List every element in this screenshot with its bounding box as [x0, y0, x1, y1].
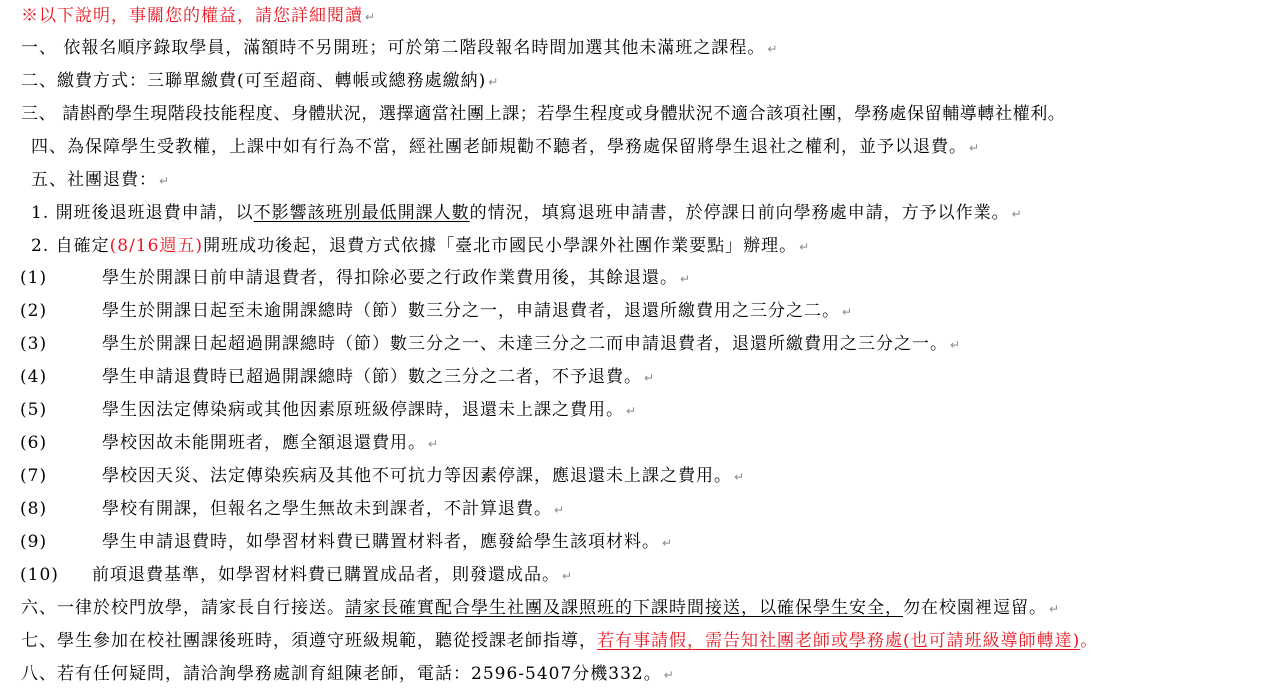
refund-rule-2: (2) 學生於開課日起至未逾開課總時（節）數三分之一，申請退費者，退還所繳費用之三分之二。 ↵: [20, 301, 854, 321]
paragraph-mark-icon: ↵: [969, 141, 981, 155]
item-6: 六、一律於校門放學，請家長自行接送。請家長確實配合學生社團及課照班的下課時間接送，以確保學生安全，勿在校園裡逗留。 ↵: [21, 598, 1061, 618]
paragraph-mark-icon: ↵: [680, 272, 692, 286]
paragraph-mark-icon: ↵: [365, 10, 377, 24]
refund-rule-8: (8) 學校有開課，但報名之學生無故未到課者，不計算退費。 ↵: [20, 499, 566, 519]
item-8: 八、若有任何疑問，請洽詢學務處訓育組陳老師，電話：2596-5407分機332。 ↵: [21, 664, 675, 684]
item-1: 一、 依報名順序錄取學員，滿額時不另開班；可於第二階段報名時間加選其他未滿班之課程。 ↵: [21, 38, 779, 58]
paragraph-mark-icon: ↵: [644, 371, 656, 385]
paragraph-mark-icon: ↵: [734, 470, 746, 484]
item-5: 五、社團退費： ↵: [31, 170, 171, 190]
paragraph-mark-icon: ↵: [562, 569, 574, 583]
item-3: 三、 請斟酌學生現階段技能程度、身體狀況，選擇適當社團上課；若學生程度或身體狀況不適合該項社團，學務處保留輔導轉社權利。: [21, 104, 1066, 124]
refund-rule-6: (6) 學校因故未能開班者，應全額退還費用。 ↵: [20, 433, 440, 453]
paragraph-mark-icon: ↵: [767, 42, 779, 56]
refund-rule-7: (7) 學校因天災、法定傳染疾病及其他不可抗力等因素停課，應退還未上課之費用。 ↵: [20, 466, 746, 486]
refund-rule-4: (4) 學生申請退費時已超過開課總時（節）數之三分之二者，不予退費。 ↵: [20, 367, 656, 387]
paragraph-mark-icon: ↵: [554, 503, 566, 517]
underlined-text: 請家長確實配合學生社團及課照班的下課時間接送，以確保學生安全，: [345, 598, 903, 618]
paragraph-mark-icon: ↵: [842, 305, 854, 319]
refund-item-2: 2. 自確定(8/16週五)開班成功後起，退費方式依據「臺北市國民小學課外社團作業要點」辦理。 ↵: [31, 236, 811, 256]
paragraph-mark-icon: ↵: [488, 75, 500, 89]
paragraph-mark-icon: ↵: [663, 668, 675, 682]
refund-rule-9: (9) 學生申請退費時，如學習材料費已購置材料者，應發給學生該項材料。 ↵: [20, 532, 674, 552]
paragraph-mark-icon: ↵: [159, 174, 171, 188]
paragraph-mark-icon: ↵: [1011, 207, 1023, 221]
paragraph-mark-icon: ↵: [1049, 602, 1061, 616]
underlined-text: 不影響該班別最低開課人數: [253, 203, 470, 223]
paragraph-mark-icon: ↵: [799, 240, 811, 254]
item-7: 七、學生參加在校社團課後班時，須遵守班級規範，聽從授課老師指導，若有事請假，需告知社團老師或學務處(也可請班級導師轉達)。: [21, 631, 1099, 651]
item-2: 二、繳費方式：三聯單繳費(可至超商、轉帳或總務處繳納) ↵: [21, 71, 500, 91]
refund-rule-1: (1) 學生於開課日前申請退費者，得扣除必要之行政作業費用後，其餘退還。 ↵: [20, 268, 692, 288]
date-highlight: (8/16週五): [109, 236, 204, 256]
item-4: 四、為保障學生受教權，上課中如有行為不當，經社團老師規勸不聽者，學務處保留將學生退社之權利，並予以退費。 ↵: [31, 137, 981, 157]
refund-rule-10: (10) 前項退費基準，如學習材料費已購置成品者，則發還成品。 ↵: [20, 565, 574, 585]
refund-item-1: 1. 開班後退班退費申請，以不影響該班別最低開課人數的情況，填寫退班申請書，於停課日前向學務處申請，方予以作業。 ↵: [31, 203, 1023, 223]
paragraph-mark-icon: ↵: [626, 404, 638, 418]
leave-notice-text: 若有事請假，需告知社團老師或學務處(也可請班級導師轉達): [597, 631, 1081, 651]
paragraph-mark-icon: ↵: [950, 338, 962, 352]
refund-rule-5: (5) 學生因法定傳染病或其他因素原班級停課時，退還未上課之費用。 ↵: [20, 400, 638, 420]
paragraph-mark-icon: ↵: [662, 536, 674, 550]
refund-rule-3: (3) 學生於開課日起超過開課總時（節）數三分之一、未達三分之二而申請退費者，退還所繳費用之三分之一。 ↵: [20, 334, 962, 354]
paragraph-mark-icon: ↵: [428, 437, 440, 451]
notice-header: ※以下說明，事關您的權益，請您詳細閱讀 ↵: [21, 6, 377, 26]
